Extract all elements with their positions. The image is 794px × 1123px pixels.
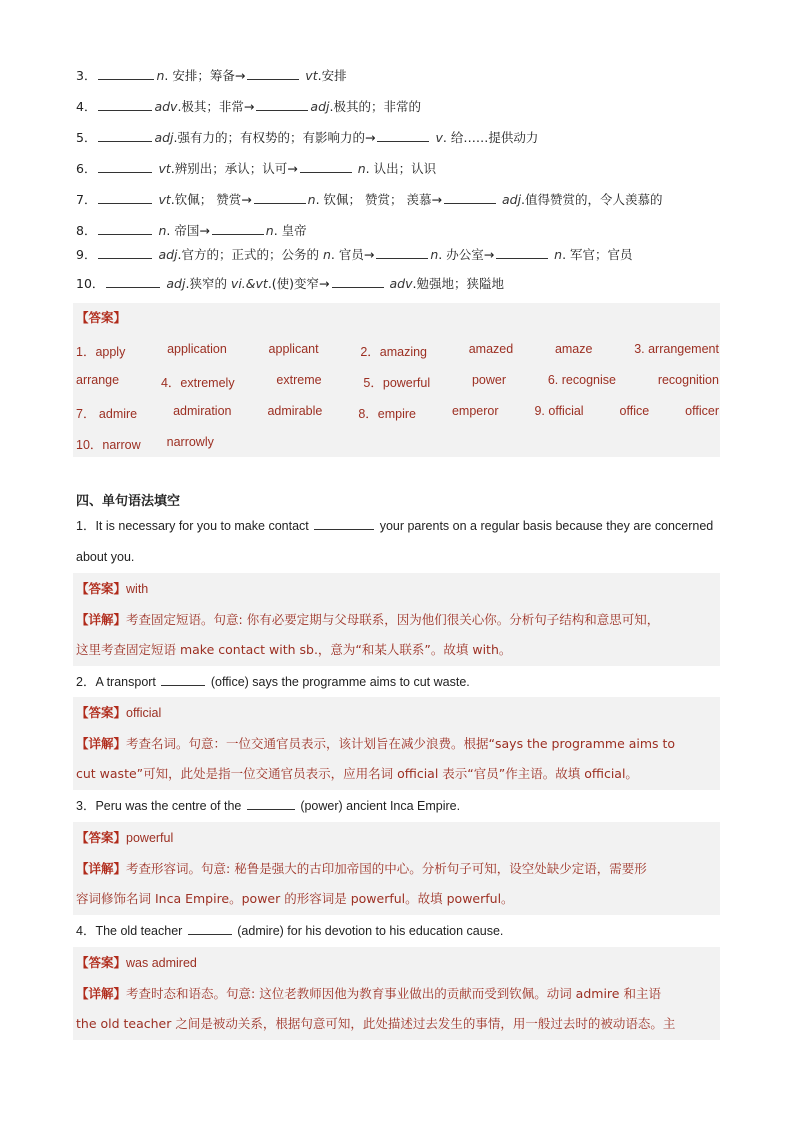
answer-row-4 [76, 435, 214, 453]
answer-cell: 6. recognise [547, 373, 616, 387]
answer-line: 【答案】was admired [76, 955, 197, 970]
explanation-line: the old teacher 之间是被动关系，根据句意可知，此处描述过去发生的事情，用一般过去时的被动语态。主 [76, 1016, 676, 1031]
answer-cell: 5．powerful [363, 376, 431, 390]
answer-cell: admirable [267, 404, 323, 418]
answer-cell: 2．amazing [360, 345, 428, 359]
answer-cell: recognition [657, 373, 719, 387]
answer-cell: application [167, 342, 227, 356]
question-3-answer-block [73, 822, 720, 915]
answer-row-1 [76, 342, 719, 360]
question-2-answer-block [73, 697, 720, 790]
answer-cell: amazed [468, 342, 514, 356]
answer-cell: 8．empire [358, 407, 416, 421]
answer-cell: arrange [76, 373, 120, 387]
answer-cell: 4．extremely [160, 376, 235, 390]
explanation-line: 【详解】考查固定短语。句意: 你有必要定期与父母联系，因为他们很关心你。分析句子结构和意思可知， [76, 612, 660, 627]
explanation-line: 【详解】考查名词。句意：一位交通官员表示，该计划旨在减少浪费。根据“says the programme aims to [76, 736, 676, 751]
vocab-item-10: 10． adj.狭窄的 vi.&vt.(使)变窄→ adv.勉强地；狭隘地 [76, 276, 504, 291]
vocab-answer-block [73, 303, 720, 457]
answer-cell: 7． admire [76, 407, 138, 421]
vocab-item-8: 8． n. 帝国→ n. 皇帝 [76, 223, 307, 238]
vocab-item-9: 9． adj.官方的；正式的；公务的 n. 官员→ n. 办公室→ n. 军官；官员 [76, 247, 633, 262]
vocab-item-4: 4． adv.极其；非常→ adj.极其的；非常的 [76, 99, 421, 114]
explanation-line: 这里考查固定短语 make contact with sb.，意为“和某人联系”。故填 with。 [76, 642, 512, 657]
explanation-line: 容词修饰名词 Inca Empire。power 的形容词是 powerful。故填 powerful。 [76, 891, 514, 906]
question-1-cont: about you. [76, 550, 135, 564]
answer-cell: emperor [451, 404, 499, 418]
answer-line: 【答案】with [76, 581, 149, 596]
answer-line: 【答案】powerful [76, 830, 174, 845]
answer-cell: 10．narrow [76, 438, 141, 452]
answer-cell: 3. arrangement [634, 342, 719, 356]
question-4-answer-block [73, 947, 720, 1040]
vocab-item-6: 6． vt.辨别出；承认；认可→ n. 认出；认识 [76, 161, 437, 176]
explanation-line: cut waste”可知，此处是指一位交通官员表示，应用名词 official 表示“官员”作主语。故填 official。 [76, 766, 638, 781]
answer-cell: officer [685, 404, 719, 418]
explanation-line: 【详解】考查时态和语态。句意: 这位老教师因他为教育事业做出的贡献而受到钦佩。动词 admire 和主语 [76, 986, 661, 1001]
answer-cell: applicant [268, 342, 319, 356]
answer-cell: 1．apply [76, 345, 126, 359]
vocab-item-5: 5． adj.强有力的；有权势的；有影响力的→ v. 给……提供动力 [76, 130, 539, 145]
answer-cell: extreme [276, 373, 322, 387]
answer-row-2 [76, 373, 719, 391]
explanation-line: 【详解】考查形容词。句意: 秘鲁是强大的古印加帝国的中心。分析句子可知，设空处缺少定语，需要形 [76, 861, 647, 876]
question-3: 3．Peru was the centre of the (power) ancient Inca Empire. [76, 799, 461, 813]
answer-cell: narrowly [166, 435, 214, 449]
question-1-answer-block [73, 573, 720, 666]
answer-cell: admiration [173, 404, 232, 418]
question-1: 1．It is necessary for you to make contact your parents on a regular basis because they are concerned [76, 519, 714, 533]
answer-cell: amaze [554, 342, 593, 356]
answer-cell: 9. official [534, 404, 584, 418]
section-title: 四、单句语法填空 [76, 494, 181, 509]
vocab-item-3: 3． n. 安排；筹备→ vt.安排 [76, 68, 347, 83]
question-2: 2．A transport (office) says the programme aims to cut waste. [76, 675, 470, 689]
answer-label: 【答案】 [76, 310, 127, 325]
question-4: 4．The old teacher (admire) for his devotion to his education cause. [76, 924, 504, 938]
answer-row-3 [76, 404, 719, 422]
answer-cell: office [619, 404, 650, 418]
answer-cell: power [471, 373, 507, 387]
vocab-item-7: 7． vt.钦佩； 赞赏→ n. 钦佩； 赞赏； 羡慕→ adj.值得赞赏的，令人羡慕的 [76, 192, 663, 207]
answer-line: 【答案】official [76, 705, 162, 720]
